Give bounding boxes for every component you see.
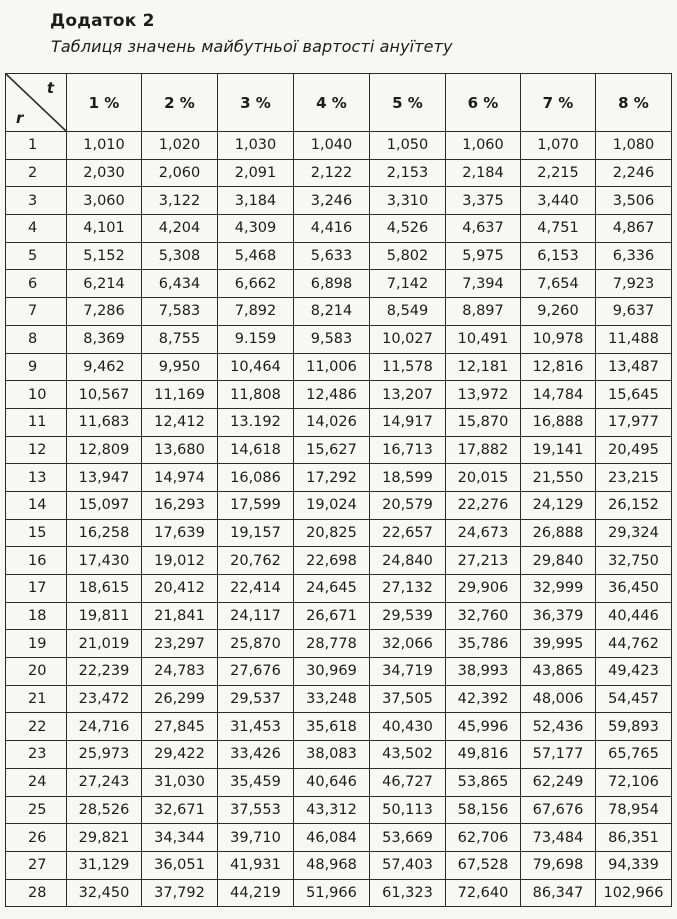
value-cell: 19,157 (218, 519, 294, 547)
value-cell: 13,947 (67, 464, 142, 492)
value-cell: 7,142 (370, 270, 446, 298)
value-cell: 42,392 (446, 685, 521, 713)
table-row (6, 491, 672, 519)
value-cell: 45,996 (446, 713, 521, 741)
value-cell: 35,786 (446, 630, 521, 658)
period-cell: 4 (6, 215, 67, 243)
value-cell: 37,792 (142, 879, 218, 907)
value-cell: 26,152 (596, 491, 672, 519)
value-cell: 11,488 (596, 325, 672, 353)
value-cell: 34,344 (142, 824, 218, 852)
value-cell: 46,084 (294, 824, 370, 852)
value-cell: 4,309 (218, 215, 294, 243)
period-cell: 27 (6, 851, 67, 879)
value-cell: 12,816 (521, 353, 596, 381)
value-cell: 29,906 (446, 575, 521, 603)
value-cell: 1,040 (294, 132, 370, 160)
value-cell: 39,710 (218, 824, 294, 852)
period-cell: 19 (6, 630, 67, 658)
value-cell: 25,973 (67, 741, 142, 769)
value-cell: 43,502 (370, 741, 446, 769)
value-cell: 24,716 (67, 713, 142, 741)
value-cell: 86,347 (521, 879, 596, 907)
value-cell: 1,060 (446, 132, 521, 160)
value-cell: 32,450 (67, 879, 142, 907)
value-cell: 19,811 (67, 602, 142, 630)
value-cell: 6,434 (142, 270, 218, 298)
value-cell: 12,412 (142, 408, 218, 436)
value-cell: 1,020 (142, 132, 218, 160)
table-row (6, 741, 672, 769)
value-cell: 14,618 (218, 436, 294, 464)
value-cell: 15,870 (446, 408, 521, 436)
value-cell: 19,012 (142, 547, 218, 575)
value-cell: 2,215 (521, 159, 596, 187)
value-cell: 20,825 (294, 519, 370, 547)
value-cell: 46,727 (370, 768, 446, 796)
value-cell: 15,097 (67, 491, 142, 519)
period-cell: 16 (6, 547, 67, 575)
value-cell: 2,060 (142, 159, 218, 187)
value-cell: 24,117 (218, 602, 294, 630)
value-cell: 7,583 (142, 298, 218, 326)
value-cell: 11,808 (218, 381, 294, 409)
value-cell: 10,027 (370, 325, 446, 353)
period-cell: 8 (6, 325, 67, 353)
value-cell: 79,698 (521, 851, 596, 879)
value-cell: 31,030 (142, 768, 218, 796)
value-cell: 7,892 (218, 298, 294, 326)
value-cell: 17,639 (142, 519, 218, 547)
value-cell: 61,323 (370, 879, 446, 907)
value-cell: 17,977 (596, 408, 672, 436)
value-cell: 12,486 (294, 381, 370, 409)
value-cell: 11,006 (294, 353, 370, 381)
table-row (6, 519, 672, 547)
table-row (6, 602, 672, 630)
value-cell: 5,468 (218, 242, 294, 270)
value-cell: 28,526 (67, 796, 142, 824)
value-cell: 33,426 (218, 741, 294, 769)
value-cell: 40,430 (370, 713, 446, 741)
table-row (6, 879, 672, 907)
value-cell: 13,972 (446, 381, 521, 409)
period-cell: 2 (6, 159, 67, 187)
value-cell: 35,618 (294, 713, 370, 741)
value-cell: 1,010 (67, 132, 142, 160)
value-cell: 27,845 (142, 713, 218, 741)
value-cell: 18,615 (67, 575, 142, 603)
value-cell: 6,153 (521, 242, 596, 270)
table-row (6, 132, 672, 160)
value-cell: 65,765 (596, 741, 672, 769)
period-cell: 20 (6, 658, 67, 686)
value-cell: 1,070 (521, 132, 596, 160)
value-cell: 23,472 (67, 685, 142, 713)
value-cell: 54,457 (596, 685, 672, 713)
value-cell: 8,549 (370, 298, 446, 326)
period-cell: 14 (6, 491, 67, 519)
value-cell: 22,698 (294, 547, 370, 575)
rate-header: 2 % (142, 74, 218, 132)
value-cell: 1,050 (370, 132, 446, 160)
value-cell: 26,671 (294, 602, 370, 630)
value-cell: 2,122 (294, 159, 370, 187)
rate-header: 6 % (446, 74, 521, 132)
value-cell: 14,026 (294, 408, 370, 436)
value-cell: 37,553 (218, 796, 294, 824)
value-cell: 86,351 (596, 824, 672, 852)
value-cell: 21,019 (67, 630, 142, 658)
value-cell: 17,292 (294, 464, 370, 492)
value-cell: 8,214 (294, 298, 370, 326)
period-cell: 13 (6, 464, 67, 492)
value-cell: 26,888 (521, 519, 596, 547)
value-cell: 49,423 (596, 658, 672, 686)
period-cell: 15 (6, 519, 67, 547)
table-row (6, 298, 672, 326)
value-cell: 7,654 (521, 270, 596, 298)
value-cell: 21,550 (521, 464, 596, 492)
value-cell: 57,403 (370, 851, 446, 879)
value-cell: 2,184 (446, 159, 521, 187)
rate-header: 5 % (370, 74, 446, 132)
period-cell: 21 (6, 685, 67, 713)
value-cell: 11,683 (67, 408, 142, 436)
value-cell: 29,324 (596, 519, 672, 547)
value-cell: 6,214 (67, 270, 142, 298)
value-cell: 9,637 (596, 298, 672, 326)
value-cell: 23,297 (142, 630, 218, 658)
period-cell: 3 (6, 187, 67, 215)
value-cell: 22,276 (446, 491, 521, 519)
value-cell: 12,181 (446, 353, 521, 381)
value-cell: 4,101 (67, 215, 142, 243)
value-cell: 11,578 (370, 353, 446, 381)
rate-header: 8 % (596, 74, 672, 132)
period-cell: 9 (6, 353, 67, 381)
value-cell: 16,293 (142, 491, 218, 519)
value-cell: 8,369 (67, 325, 142, 353)
value-cell: 20,762 (218, 547, 294, 575)
value-cell: 94,339 (596, 851, 672, 879)
table-row (6, 325, 672, 353)
period-cell: 17 (6, 575, 67, 603)
table-row (6, 685, 672, 713)
value-cell: 22,239 (67, 658, 142, 686)
value-cell: 52,436 (521, 713, 596, 741)
period-cell: 28 (6, 879, 67, 907)
table-caption: Таблиця значень майбутньої вартості ануїтету (51, 37, 453, 56)
value-cell: 13,487 (596, 353, 672, 381)
value-cell: 27,243 (67, 768, 142, 796)
corner-label-t: t (46, 79, 54, 97)
table-row (6, 851, 672, 879)
value-cell: 37,505 (370, 685, 446, 713)
value-cell: 29,539 (370, 602, 446, 630)
value-cell: 57,177 (521, 741, 596, 769)
value-cell: 31,453 (218, 713, 294, 741)
value-cell: 2,091 (218, 159, 294, 187)
value-cell: 3,375 (446, 187, 521, 215)
value-cell: 5,802 (370, 242, 446, 270)
value-cell: 40,646 (294, 768, 370, 796)
value-cell: 17,430 (67, 547, 142, 575)
value-cell: 33,248 (294, 685, 370, 713)
value-cell: 29,422 (142, 741, 218, 769)
value-cell: 5,152 (67, 242, 142, 270)
value-cell: 16,888 (521, 408, 596, 436)
value-cell: 35,459 (218, 768, 294, 796)
value-cell: 16,713 (370, 436, 446, 464)
value-cell: 29,821 (67, 824, 142, 852)
value-cell: 10,978 (521, 325, 596, 353)
value-cell: 27,132 (370, 575, 446, 603)
value-cell: 10,464 (218, 353, 294, 381)
value-cell: 62,249 (521, 768, 596, 796)
value-cell: 36,450 (596, 575, 672, 603)
value-cell: 15,645 (596, 381, 672, 409)
period-cell: 12 (6, 436, 67, 464)
value-cell: 14,917 (370, 408, 446, 436)
value-cell: 3,122 (142, 187, 218, 215)
value-cell: 20,579 (370, 491, 446, 519)
corner-label-r: r (16, 109, 24, 127)
period-cell: 10 (6, 381, 67, 409)
value-cell: 18,599 (370, 464, 446, 492)
value-cell: 9,583 (294, 325, 370, 353)
value-cell: 40,446 (596, 602, 672, 630)
value-cell: 22,657 (370, 519, 446, 547)
value-cell: 49,816 (446, 741, 521, 769)
value-cell: 16,086 (218, 464, 294, 492)
value-cell: 10,567 (67, 381, 142, 409)
value-cell: 51,966 (294, 879, 370, 907)
value-cell: 43,865 (521, 658, 596, 686)
value-cell: 20,412 (142, 575, 218, 603)
value-cell: 6,336 (596, 242, 672, 270)
value-cell: 53,669 (370, 824, 446, 852)
value-cell: 29,840 (521, 547, 596, 575)
value-cell: 19,141 (521, 436, 596, 464)
value-cell: 15,627 (294, 436, 370, 464)
value-cell: 24,783 (142, 658, 218, 686)
value-cell: 5,975 (446, 242, 521, 270)
value-cell: 32,999 (521, 575, 596, 603)
value-cell: 3,440 (521, 187, 596, 215)
table-row (6, 713, 672, 741)
value-cell: 7,394 (446, 270, 521, 298)
period-cell: 18 (6, 602, 67, 630)
value-cell: 2,246 (596, 159, 672, 187)
value-cell: 36,379 (521, 602, 596, 630)
value-cell: 7,923 (596, 270, 672, 298)
value-cell: 3,310 (370, 187, 446, 215)
value-cell: 9,950 (142, 353, 218, 381)
value-cell: 24,840 (370, 547, 446, 575)
value-cell: 32,671 (142, 796, 218, 824)
table-row (6, 547, 672, 575)
value-cell: 62,706 (446, 824, 521, 852)
value-cell: 1,030 (218, 132, 294, 160)
table-row (6, 824, 672, 852)
value-cell: 72,106 (596, 768, 672, 796)
value-cell: 102,966 (596, 879, 672, 907)
value-cell: 6,898 (294, 270, 370, 298)
value-cell: 43,312 (294, 796, 370, 824)
value-cell: 50,113 (370, 796, 446, 824)
rate-header: 4 % (294, 74, 370, 132)
period-cell: 24 (6, 768, 67, 796)
table-row (6, 768, 672, 796)
value-cell: 48,006 (521, 685, 596, 713)
table-body (6, 132, 672, 907)
value-cell: 4,416 (294, 215, 370, 243)
value-cell: 31,129 (67, 851, 142, 879)
value-cell: 32,066 (370, 630, 446, 658)
value-cell: 4,204 (142, 215, 218, 243)
value-cell: 11,169 (142, 381, 218, 409)
table-row (6, 408, 672, 436)
value-cell: 44,219 (218, 879, 294, 907)
table-row (6, 796, 672, 824)
value-cell: 13.192 (218, 408, 294, 436)
value-cell: 27,676 (218, 658, 294, 686)
value-cell: 13,680 (142, 436, 218, 464)
value-cell: 17,599 (218, 491, 294, 519)
value-cell: 9.159 (218, 325, 294, 353)
value-cell: 26,299 (142, 685, 218, 713)
value-cell: 19,024 (294, 491, 370, 519)
value-cell: 34,719 (370, 658, 446, 686)
period-cell: 26 (6, 824, 67, 852)
value-cell: 78,954 (596, 796, 672, 824)
value-cell: 53,865 (446, 768, 521, 796)
table-row (6, 353, 672, 381)
value-cell: 8,897 (446, 298, 521, 326)
value-cell: 17,882 (446, 436, 521, 464)
value-cell: 14,974 (142, 464, 218, 492)
value-cell: 23,215 (596, 464, 672, 492)
diagonal-divider (6, 74, 66, 131)
value-cell: 5,308 (142, 242, 218, 270)
value-cell: 24,673 (446, 519, 521, 547)
value-cell: 20,495 (596, 436, 672, 464)
value-cell: 4,526 (370, 215, 446, 243)
value-cell: 3,184 (218, 187, 294, 215)
value-cell: 7,286 (67, 298, 142, 326)
value-cell: 2,153 (370, 159, 446, 187)
table-row (6, 187, 672, 215)
value-cell: 1,080 (596, 132, 672, 160)
period-cell: 25 (6, 796, 67, 824)
value-cell: 4,637 (446, 215, 521, 243)
value-cell: 44,762 (596, 630, 672, 658)
table-row (6, 159, 672, 187)
value-cell: 59,893 (596, 713, 672, 741)
value-cell: 67,528 (446, 851, 521, 879)
table-row (6, 270, 672, 298)
value-cell: 30,969 (294, 658, 370, 686)
value-cell: 58,156 (446, 796, 521, 824)
period-cell: 7 (6, 298, 67, 326)
rate-header: 1 % (67, 74, 142, 132)
value-cell: 28,778 (294, 630, 370, 658)
value-cell: 2,030 (67, 159, 142, 187)
value-cell: 38,993 (446, 658, 521, 686)
corner-cell (6, 74, 67, 132)
value-cell: 39,995 (521, 630, 596, 658)
rate-header: 7 % (521, 74, 596, 132)
period-cell: 5 (6, 242, 67, 270)
period-cell: 6 (6, 270, 67, 298)
table-row (6, 242, 672, 270)
value-cell: 14,784 (521, 381, 596, 409)
value-cell: 4,867 (596, 215, 672, 243)
value-cell: 10,491 (446, 325, 521, 353)
value-cell: 25,870 (218, 630, 294, 658)
table-row (6, 215, 672, 243)
value-cell: 29,537 (218, 685, 294, 713)
period-cell: 11 (6, 408, 67, 436)
rate-header: 3 % (218, 74, 294, 132)
value-cell: 3,506 (596, 187, 672, 215)
period-cell: 23 (6, 741, 67, 769)
value-cell: 9,462 (67, 353, 142, 381)
value-cell: 3,060 (67, 187, 142, 215)
value-cell: 41,931 (218, 851, 294, 879)
value-cell: 6,662 (218, 270, 294, 298)
value-cell: 72,640 (446, 879, 521, 907)
period-cell: 22 (6, 713, 67, 741)
value-cell: 4,751 (521, 215, 596, 243)
annuity-future-value-table (5, 73, 672, 907)
value-cell: 22,414 (218, 575, 294, 603)
value-cell: 27,213 (446, 547, 521, 575)
value-cell: 48,968 (294, 851, 370, 879)
value-cell: 12,809 (67, 436, 142, 464)
value-cell: 5,633 (294, 242, 370, 270)
value-cell: 21,841 (142, 602, 218, 630)
value-cell: 38,083 (294, 741, 370, 769)
table-row (6, 658, 672, 686)
value-cell: 36,051 (142, 851, 218, 879)
value-cell: 32,750 (596, 547, 672, 575)
value-cell: 73,484 (521, 824, 596, 852)
value-cell: 16,258 (67, 519, 142, 547)
value-cell: 8,755 (142, 325, 218, 353)
appendix-heading: Додаток 2 (50, 11, 155, 31)
value-cell: 32,760 (446, 602, 521, 630)
header-row (6, 74, 672, 132)
table-row (6, 630, 672, 658)
value-cell: 24,129 (521, 491, 596, 519)
value-cell: 24,645 (294, 575, 370, 603)
value-cell: 3,246 (294, 187, 370, 215)
value-cell: 13,207 (370, 381, 446, 409)
table-row (6, 436, 672, 464)
table-row (6, 381, 672, 409)
value-cell: 20,015 (446, 464, 521, 492)
value-cell: 9,260 (521, 298, 596, 326)
period-cell: 1 (6, 132, 67, 160)
value-cell: 67,676 (521, 796, 596, 824)
table-row (6, 575, 672, 603)
table-row (6, 464, 672, 492)
